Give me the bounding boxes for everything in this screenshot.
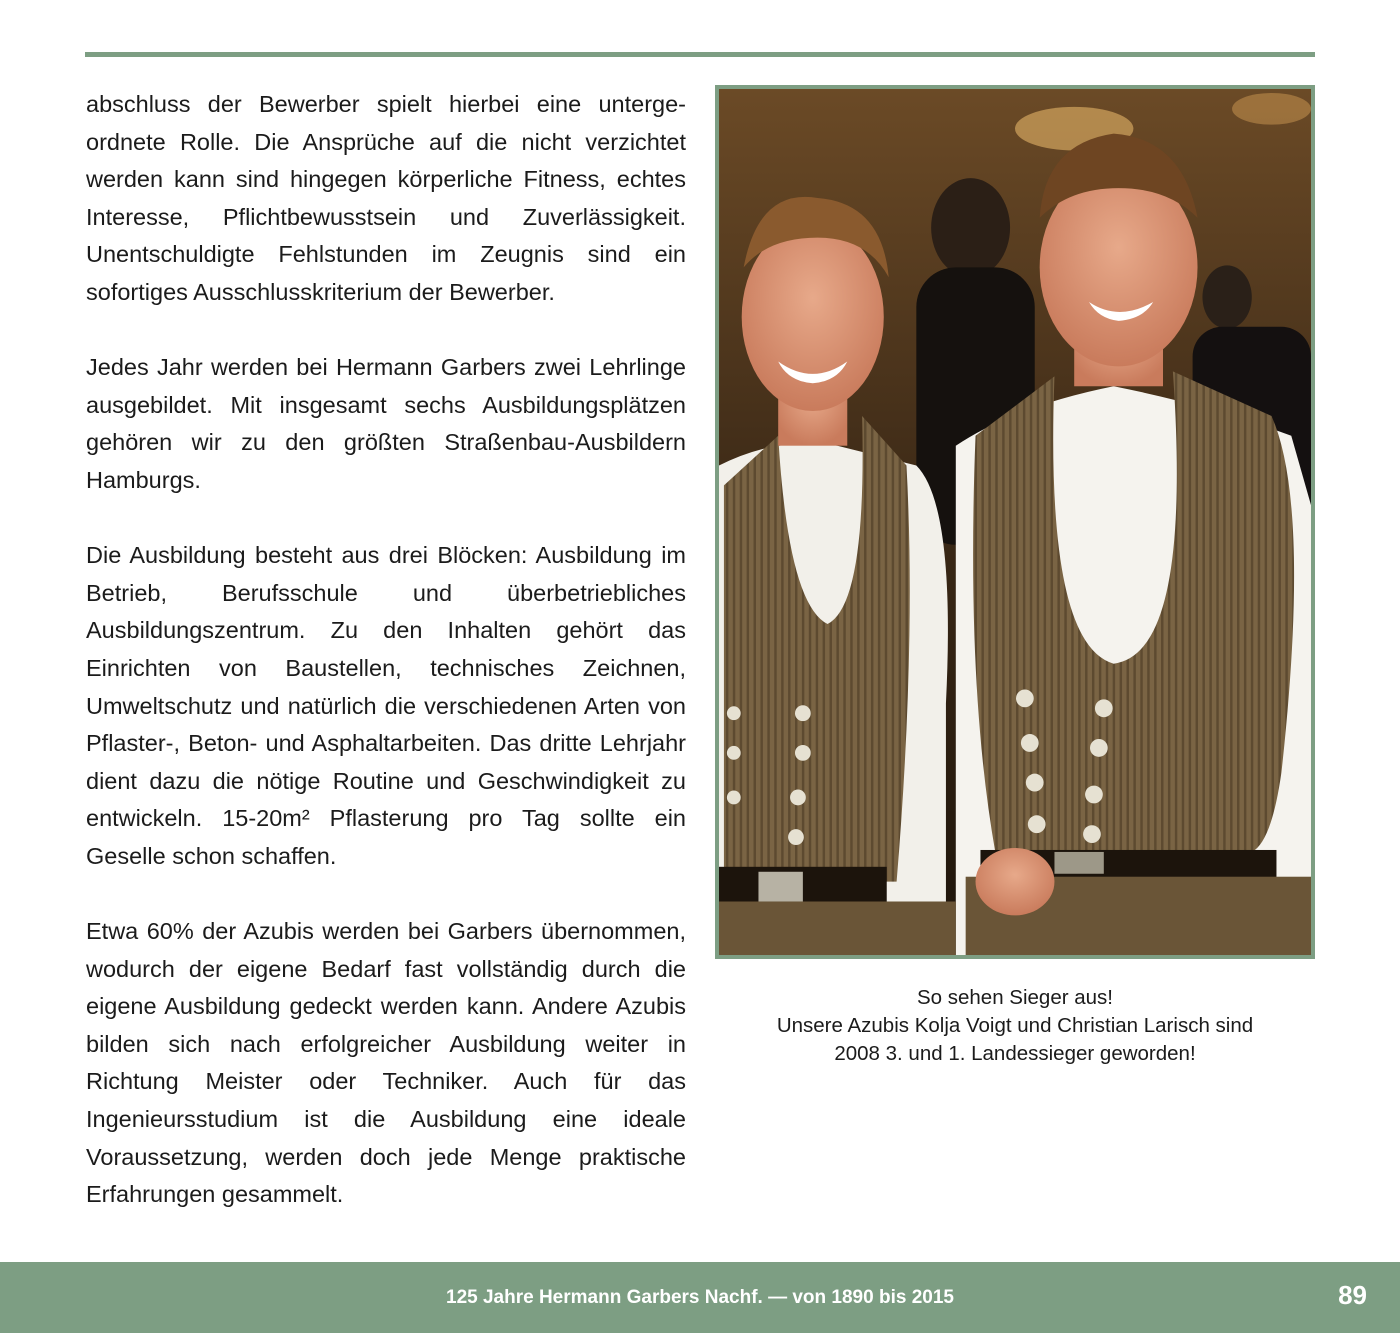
page-footer bbox=[0, 1262, 1400, 1333]
paragraph-4: Etwa 60% der Azubis werden bei Garbers übernommen, wodurch der eigene Bedarf fast vollständig durch die eigene Ausbildung gedeckt werden kann. Andere Azubis bilden sich nach erfolgreicher Ausbildung weiter in Richtung Meister oder Techniker. Auch für das Ingenieursstudium ist die Ausbildung eine ideale Voraussetzung, werden doch jede Menge praktische Erfahrungen gesammelt. bbox=[86, 918, 686, 1208]
article-text bbox=[86, 86, 686, 1251]
paragraph-1: abschluss der Bewerber spielt hierbei eine untergeordnete Rolle. Die Ansprüche auf die nicht verzichtet werden kann sind hingegen körperliche Fitness, echtes Interesse, Pflichtbewusstsein und Zuverlässigkeit. Unentschuldigte Fehlstunden im Zeugnis sind ein sofortiges Ausschlusskriterium der Bewerber. bbox=[86, 91, 686, 305]
footer-title: 125 Jahre Hermann Garbers Nachf. — von 1890 bis 2015 bbox=[446, 1287, 954, 1308]
paragraph-3: Die Ausbildung besteht aus drei Blöcken: Ausbildung im Betrieb, Berufsschule und überbetriebliches Ausbildungszentrum. Zu den Inhalten gehört das Einrichten von Baustellen, technisches Zeichnen, Umweltschutz und natürlich die verschiedenen Arten von Pflaster-, Beton- und Asphaltarbeiten. Das dritte Lehrjahr dient dazu die nötige Routine und Geschwindigkeit zu entwickeln. 15-20m² Pflasterung pro Tag sollte ein Geselle schon schaffen. bbox=[86, 542, 686, 869]
caption-line-2: Unsere Azubis Kolja Voigt und Christian Larisch sind bbox=[776, 1014, 1254, 1037]
photo-illustration bbox=[719, 89, 1311, 955]
caption-line-3: 2008 3. und 1. Landessieger geworden! bbox=[834, 1042, 1196, 1065]
top-rule bbox=[85, 52, 1315, 57]
paragraph-2: Jedes Jahr werden bei Hermann Garbers zwei Lehrlinge ausgebildet. Mit insgesamt sechs Ausbildungsplätzen gehören wir zu den größten Straßenbau-Ausbildern Hamburgs. bbox=[86, 354, 686, 493]
photo-caption bbox=[715, 984, 1315, 1068]
caption-line-1: So sehen Sieger aus! bbox=[916, 986, 1114, 1009]
page-number: 89 bbox=[1338, 1280, 1367, 1310]
photo-two-apprentices bbox=[715, 85, 1315, 959]
